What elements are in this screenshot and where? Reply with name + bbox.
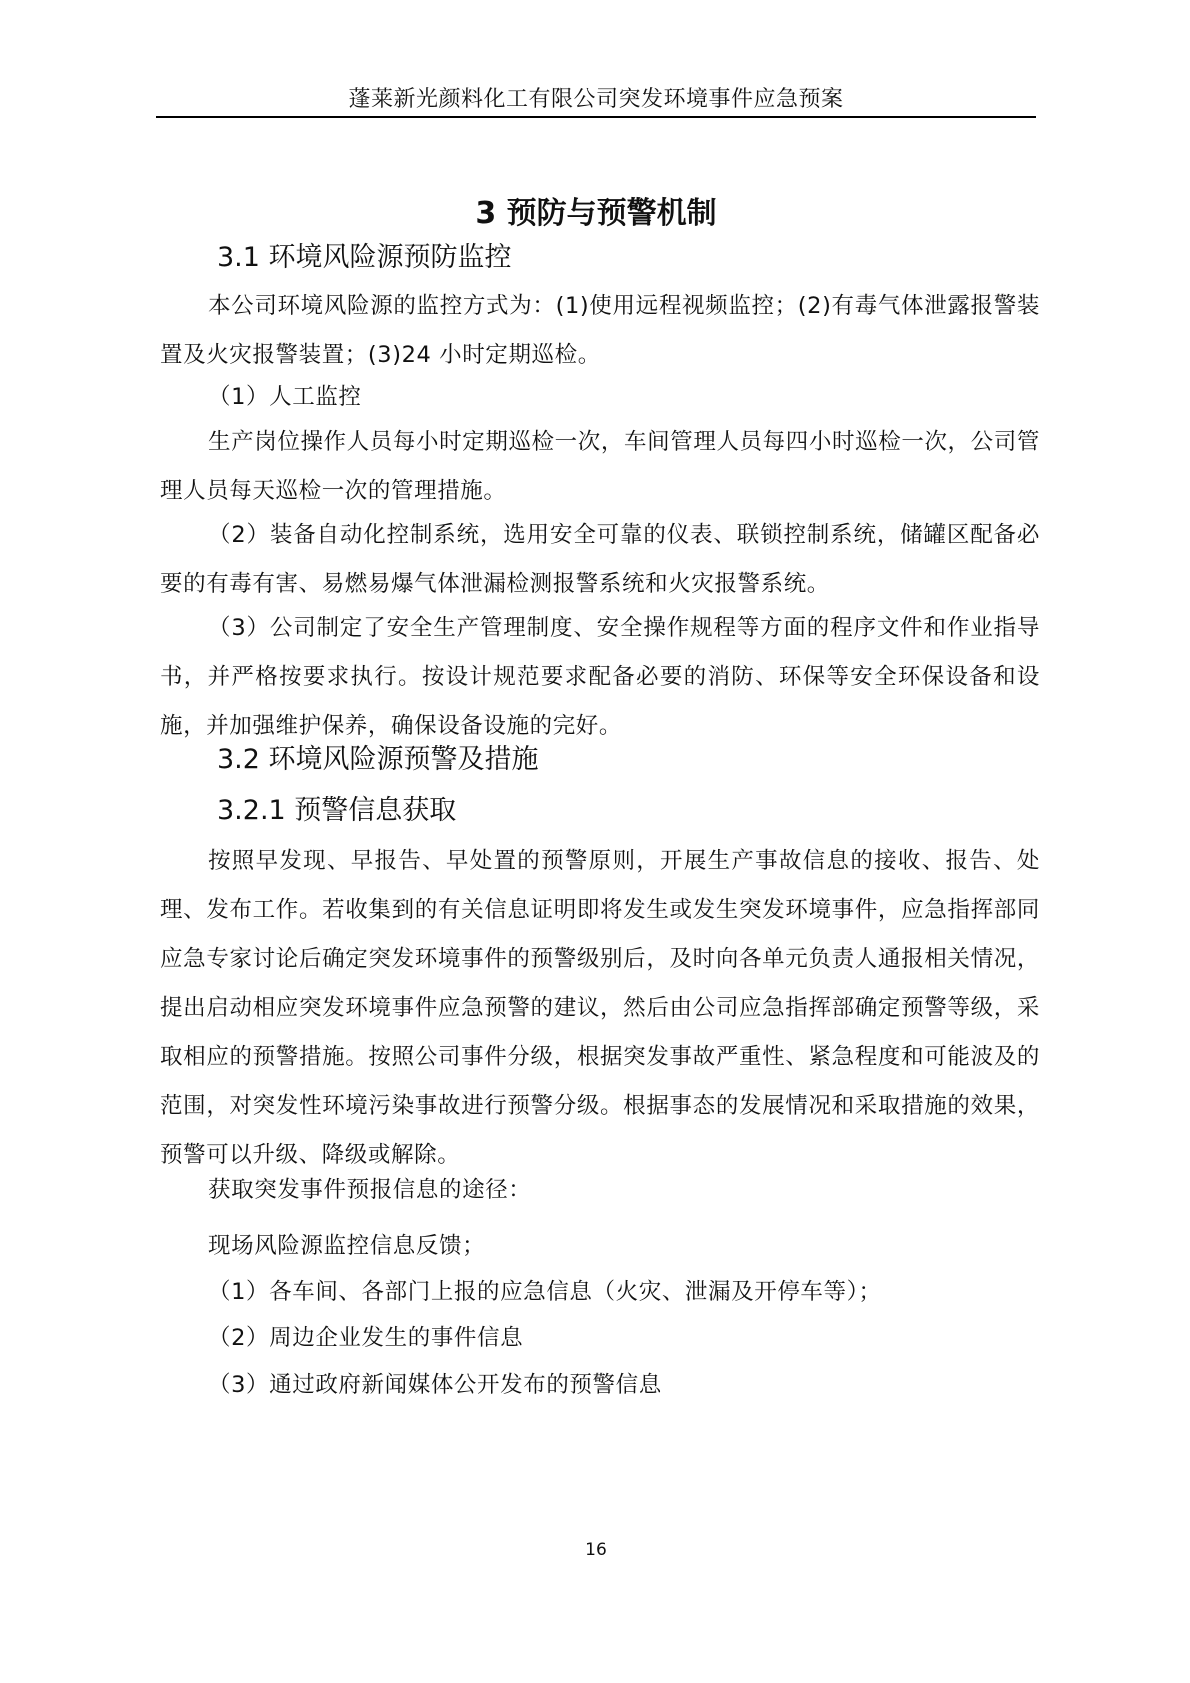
section-heading-3-2-1: 3.2.1 预警信息获取 <box>217 795 457 826</box>
channel-item: （3）通过政府新闻媒体公开发布的预警信息 <box>208 1372 662 1398</box>
page-number: 16 <box>585 1540 607 1560</box>
paragraph-manual-monitoring: 生产岗位操作人员每小时定期巡检一次，车间管理人员每四小时巡检一次，公司管理人员每天巡检一次的管理措施。 <box>160 429 1040 504</box>
paragraph-automation-system: （2）装备自动化控制系统，选用安全可靠的仪表、联锁控制系统，储罐区配备必要的有毒有害、易燃易爆气体泄漏检测报警系统和火灾报警系统。 <box>160 522 1040 597</box>
channels-subheading: 现场风险源监控信息反馈； <box>208 1233 486 1259</box>
header-divider <box>156 116 1036 118</box>
channel-item: （1）各车间、各部门上报的应急信息（火灾、泄漏及开停车等）； <box>208 1279 882 1305</box>
paragraph-monitoring-methods: 本公司环境风险源的监控方式为：(1)使用远程视频监控；(2)有毒气体泄露报警装置及火灾报警装置；(3)24 小时定期巡检。 <box>160 293 1040 368</box>
paragraph-warning-principles: 按照早发现、早报告、早处置的预警原则，开展生产事故信息的接收、报告、处理、发布工作。若收集到的有关信息证明即将发生或发生突发环境事件，应急指挥部同应急专家讨论后确定突发环境事件的预警级别后，及时向各单元负责人通报相关情况，提出启动相应突发环境事件应急预警的建议，然后由公司应急指挥部确定预警等级，采取相应的预警措施。按照公司事件分级，根据突发事故严重性、紧急程度和可能波及的范围，对突发性环境污染事故进行预警分级。根据事态的发展情况和采取措施的效果，预警可以升级、降级或解除。 <box>160 848 1040 1168</box>
paragraph-safety-management: （3）公司制定了安全生产管理制度、安全操作规程等方面的程序文件和作业指导书，并严格按要求执行。按设计规范要求配备必要的消防、环保等安全环保设备和设施，并加强维护保养，确保设备设施的完好。 <box>160 615 1040 739</box>
item-manual-monitoring-title: （1）人工监控 <box>208 384 362 410</box>
channels-intro: 获取突发事件预报信息的途径： <box>208 1177 532 1203</box>
chapter-title: 3 预防与预警机制 <box>475 196 717 231</box>
channel-item: （2）周边企业发生的事件信息 <box>208 1325 524 1351</box>
page-header-title: 蓬莱新光颜料化工有限公司突发环境事件应急预案 <box>348 87 844 112</box>
section-heading-3-1: 3.1 环境风险源预防监控 <box>217 242 512 273</box>
section-heading-3-2: 3.2 环境风险源预警及措施 <box>217 744 539 775</box>
